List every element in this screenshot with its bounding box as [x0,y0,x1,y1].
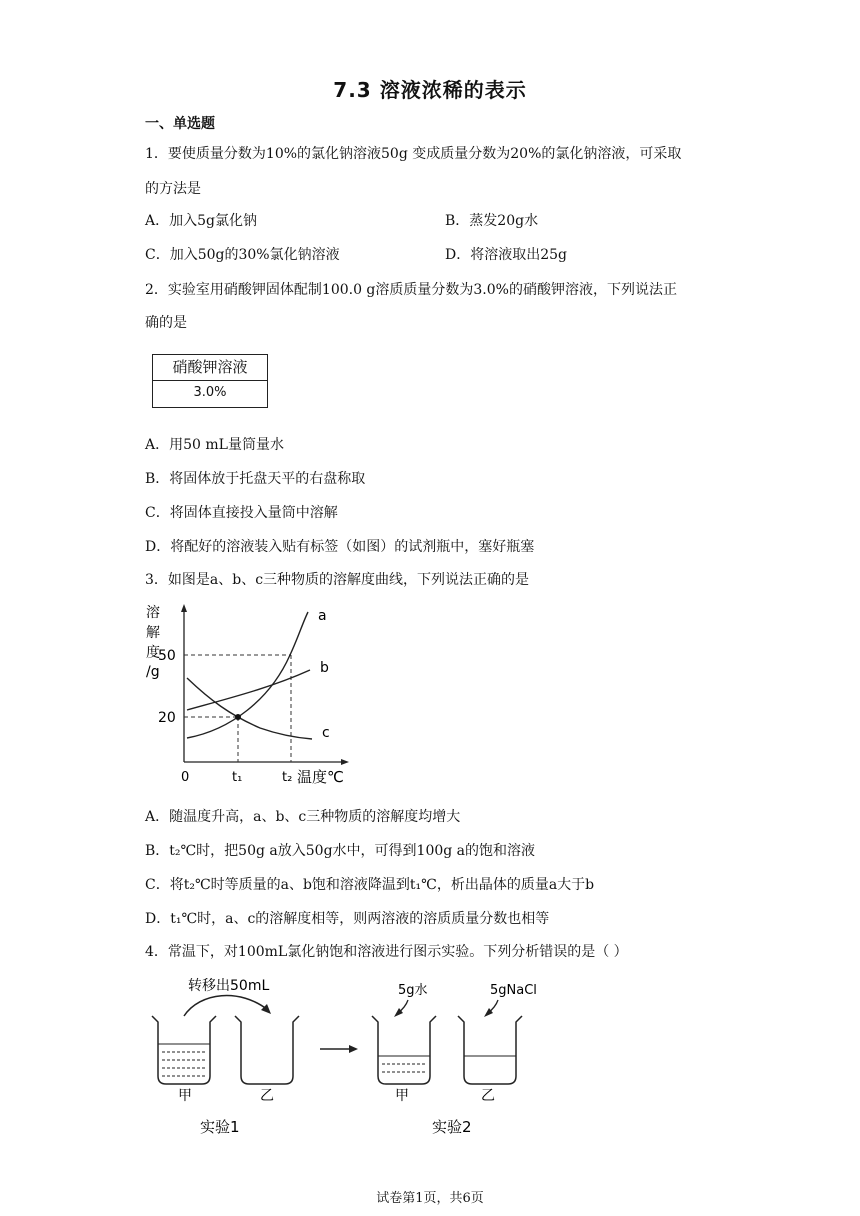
exp2-jia-label: 甲 [395,1088,409,1104]
origin-label: 0 [181,770,190,785]
q2-stem-line1: 2．实验室用硝酸钾固体配制100.0 g溶质质量分数为3.0%的硝酸钾溶液，下列说法正 [145,282,677,298]
curve-a [187,612,308,738]
exp1-jia-label: 甲 [178,1088,192,1104]
ylabel-2: 解 [146,625,160,641]
exp2-label: 实验2 [432,1118,472,1136]
q1-stem-line2: 的方法是 [145,181,201,197]
page-title: 7.3 溶液浓稀的表示 [333,78,527,102]
curve-b-label: b [320,660,329,676]
q2-stem-line2: 确的是 [145,315,187,331]
reagent-label [152,354,268,408]
ylabel-1: 溶 [146,605,160,621]
add-water-label: 5g水 [398,983,428,998]
q4-stem: 4．常温下，对100mL氯化钠饱和溶液进行图示实验。下列分析错误的是（ ） [145,944,628,960]
xlabel: 温度℃ [297,768,344,786]
q1-option-c: C．加入50g的30%氯化钠溶液 [145,247,340,263]
beaker-yi-exp2 [458,1016,522,1084]
q2-option-d: D．将配好的溶液装入贴有标签（如图）的试剂瓶中，塞好瓶塞 [145,539,535,555]
q3-option-d: D．t₁℃时，a、c的溶解度相等，则两溶液的溶质质量分数也相等 [145,911,550,927]
q3-option-b: B．t₂℃时，把50g a放入50g水中，可得到100g a的饱和溶液 [145,843,536,859]
y-axis-arrow [181,604,187,612]
transfer-arrow [184,996,268,1016]
q1-stem-line1: 1．要使质量分数为10%的氯化钠溶液50g 变成质量分数为20%的氯化钠溶液，可采取 [145,146,682,162]
q1-option-a: A．加入5g氯化钠 [145,213,257,229]
q3-stem: 3．如图是a、b、c三种物质的溶解度曲线，下列说法正确的是 [145,572,530,588]
curve-c-label: c [322,725,330,741]
page-footer: 试卷第1页，共6页 [376,1191,484,1206]
solubility-curve-graph [140,600,355,790]
exp1-yi-label: 乙 [260,1088,274,1104]
beaker-jia-exp2 [372,1016,436,1084]
beaker-jia-exp1 [152,1016,216,1084]
step-arrowhead [349,1045,358,1053]
t2-label: t₂ [282,770,293,785]
q3-option-c: C．将t₂℃时等质量的a、b饱和溶液降温到t₁℃，析出晶体的质量a大于b [145,877,595,893]
transfer-label: 转移出50mL [188,978,270,994]
ytick-50: 50 [158,648,176,664]
curve-a-label: a [318,608,327,624]
q3-option-a: A．随温度升高，a、b、c三种物质的溶解度均增大 [145,809,461,825]
intersection-point [235,714,241,720]
experiment-figure [140,972,560,1142]
exp2-yi-label: 乙 [481,1088,495,1104]
ylabel-4: /g [146,664,160,680]
q1-option-d: D．将溶液取出25g [445,247,568,263]
curve-b [187,670,310,710]
ylabel-3: 度 [146,645,160,661]
ytick-20: 20 [158,710,176,726]
q1-option-b: B．蒸发20g水 [445,213,539,229]
beaker-yi-exp1 [235,1016,299,1084]
section-heading: 一、单选题 [145,116,215,132]
reagent-label-value: 3.0% [193,385,227,400]
q2-option-a: A．用50 mL量筒量水 [145,437,284,453]
t1-label: t₁ [232,770,243,785]
q2-option-b: B．将固体放于托盘天平的右盘称取 [145,471,366,487]
exp1-label: 实验1 [200,1118,240,1136]
q2-option-c: C．将固体直接投入量筒中溶解 [145,505,338,521]
add-nacl-label: 5gNaCl [490,983,537,998]
reagent-label-name: 硝酸钾溶液 [153,355,267,381]
x-axis-arrow [341,759,349,765]
